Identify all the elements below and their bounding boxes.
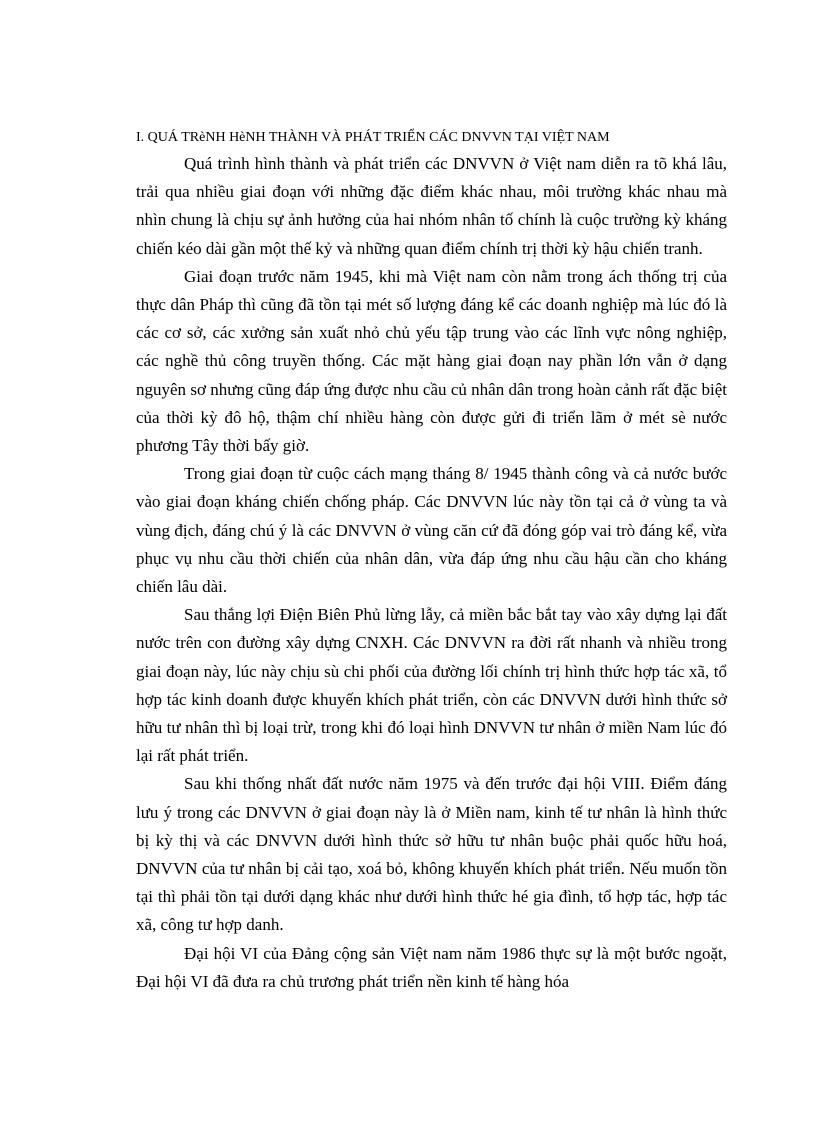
- paragraph-congress-vi: Đại hội VI của Đảng cộng sản Việt nam năm 1986 thực sự là một bước ngoặt, Đại hội VI đã đưa ra chủ trương phát triển nền kinh tế hàng hóa: [136, 943, 727, 991]
- paragraph-post-1975: Sau khi thống nhất đất nước năm 1975 và đến trước đại hội VIII. Điểm đáng lưu ý trong các DNVVN ở giai đoạn này là ở Miền nam, kinh tế tư nhân là hình thức bị kỳ thị và các DNVVN dưới hình thức sở hữu tư nhân buộc phải quốc hữu hoá, DNVVN của tư nhân bị cải tạo, xoá bỏ, không khuyến khích phát triển. Nếu muốn tồn tại thì phải tồn tại dưới dạng khác như dưới hình thức hé gia đình, tổ hợp tác, hợp tác xã, công tư hợp danh.: [136, 774, 727, 935]
- paragraph-pre-1945: Giai đoạn trước năm 1945, khi mà Việt nam còn nằm trong ách thống trị của thực dân Pháp thì cũng đã tồn tại mét số lượng đáng kể các doanh nghiệp mà lúc đó là các cơ sở, các xưởng sản xuất nhỏ chủ yếu tập trung vào các lĩnh vực nông nghiệp, các nghề thủ công truyền thống. Các mặt hàng giai đoạn nay phần lớn vẫn ở dạng nguyên sơ nhưng cũng đáp ứng được nhu cầu củ nhân dân trong hoàn cảnh rất đặc biệt của thời kỳ đô hộ, thậm chí nhiều hàng còn được gửi đi triển lãm ở mét sè nước phương Tây thời bấy giờ.: [136, 266, 727, 456]
- section-heading: I. QUÁ TRèNH HèNH THÀNH VÀ PHÁT TRIỂN CÁC DNVVN TẠI VIỆT NAM: [136, 130, 610, 145]
- document-page: [136, 128, 727, 996]
- paragraph-1945-resistance: Trong giai đoạn từ cuộc cách mạng tháng 8/ 1945 thành công và cả nước bước vào giai đoạn kháng chiến chống pháp. Các DNVVN lúc này tồn tại cả ở vùng ta và vùng địch, đáng chú ý là các DNVVN ở vùng căn cứ đã đóng góp vai trò đáng kể, vừa phục vụ nhu cầu thời chiến của nhân dân, vừa đáp ứng nhu cầu hậu cần cho kháng chiến lâu dài.: [136, 464, 727, 597]
- paragraph-dien-bien-phu: Sau thắng lợi Điện Biên Phủ lừng lẫy, cả miền bắc bắt tay vào xây dựng lại đất nước trên con đường xây dựng CNXH. Các DNVVN ra đời rất nhanh và nhiều trong giai đoạn này, lúc này chịu sù chi phối của đường lối chính trị hình thức hợp tác xã, tổ hợp tác kinh doanh được khuyến khích phát triển, còn các DNVVN dưới hình thức sở hữu tư nhân thì bị loại trừ, trong khi đó loại hình DNVVN tư nhân ở miền Nam lúc đó lại rất phát triển.: [136, 605, 727, 766]
- paragraph-origin: Quá trình hình thành và phát triển các DNVVN ở Việt nam diễn ra tõ khá lâu, trải qua nhiều giai đoạn với những đặc điểm khác nhau, môi trường khác nhau mà nhìn chung là chịu sự ảnh hưởng của hai nhóm nhân tố chính là cuộc trường kỳ kháng chiến kéo dài gần một thế kỷ và những quan điểm chính trị thời kỳ hậu chiến tranh.: [136, 154, 727, 258]
